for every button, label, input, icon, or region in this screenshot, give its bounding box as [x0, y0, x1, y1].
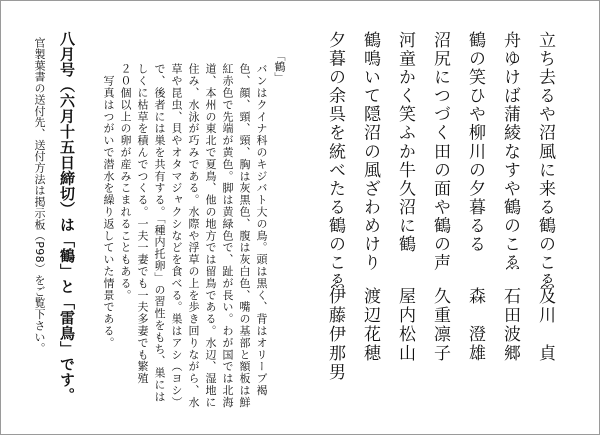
- commentary-line: バンはクイナ科のキジバト大の鳥。頭は黒く、背はオリーブ褐: [255, 63, 268, 397]
- commentary-heading: 「鶴」: [273, 50, 286, 83]
- haiku-author: 伊藤伊那男: [325, 287, 345, 382]
- commentary-line: 道、本州の東北で夏鳥、他の地方では留鳥である。水辺、湿地に: [204, 63, 217, 409]
- commentary-line: しくに枯草を積んでつくる。一夫一妻でも一夫多妻でも繁殖: [136, 63, 149, 385]
- haiku-author: 渡辺花穂: [360, 287, 380, 363]
- haiku-author: 石田波郷: [500, 287, 520, 363]
- haiku-author: 屋内松山: [395, 287, 415, 363]
- haiku-verse: 立ち去るや沼風に来る鶴のこゑ: [535, 31, 555, 291]
- commentary-line: 住み、水泳が巧みである。水際や浮草の上を歩き回りながら、水: [187, 63, 200, 409]
- postcard-notice: 官製葉書の送付先、送付方法は掲示板（P98）をご覧下さい。: [33, 37, 46, 354]
- commentary-line: 写真はつがいで潜水を繰り返していた情景である。: [102, 63, 115, 349]
- haiku-verse: 河童かく笑ふか牛久沼に鶴: [395, 31, 415, 254]
- commentary-line: ２０個以上の卵が産みこまれることもある。: [119, 63, 132, 301]
- commentary-line: 紅赤色で先端が黄色。脚は黄緑色で、趾が長い。わが国では北海: [221, 63, 234, 409]
- haiku-verse: 鶴鳴いて隠沼の風ざわめけり: [360, 31, 380, 273]
- next-issue-notice: 八月号（六月十五日締切）は「鶴」と「雷鳥」です。: [58, 31, 76, 403]
- commentary-line: 草や昆虫、貝やオタマジャクシなどを食べる。巣はアシ（ヨシ）: [170, 63, 183, 409]
- haiku-verse: 舟ゆけば蒲綾なすや鶴のこゑ: [500, 31, 520, 273]
- haiku-verse: 沼尻につづく田の面や鶴の声: [430, 31, 450, 273]
- haiku-author: 森 澄雄: [465, 287, 485, 363]
- haiku-verse: 夕暮の余呉を統べたる鶴のこゑ: [325, 31, 345, 291]
- haiku-author: 及川 貞: [535, 287, 555, 363]
- haiku-author: 久重凛子: [430, 287, 450, 363]
- commentary-line: で、後者には巣を共有する。「種内托卵」の習性をもち、巣には: [153, 63, 166, 403]
- haiku-verse: 鶴の笑ひや柳川の夕暮るる: [465, 31, 485, 254]
- commentary-line: 色、顔、頸、頸、胸は灰黒色、腹は灰白色、嘴の基部と額板は鮮: [238, 63, 251, 409]
